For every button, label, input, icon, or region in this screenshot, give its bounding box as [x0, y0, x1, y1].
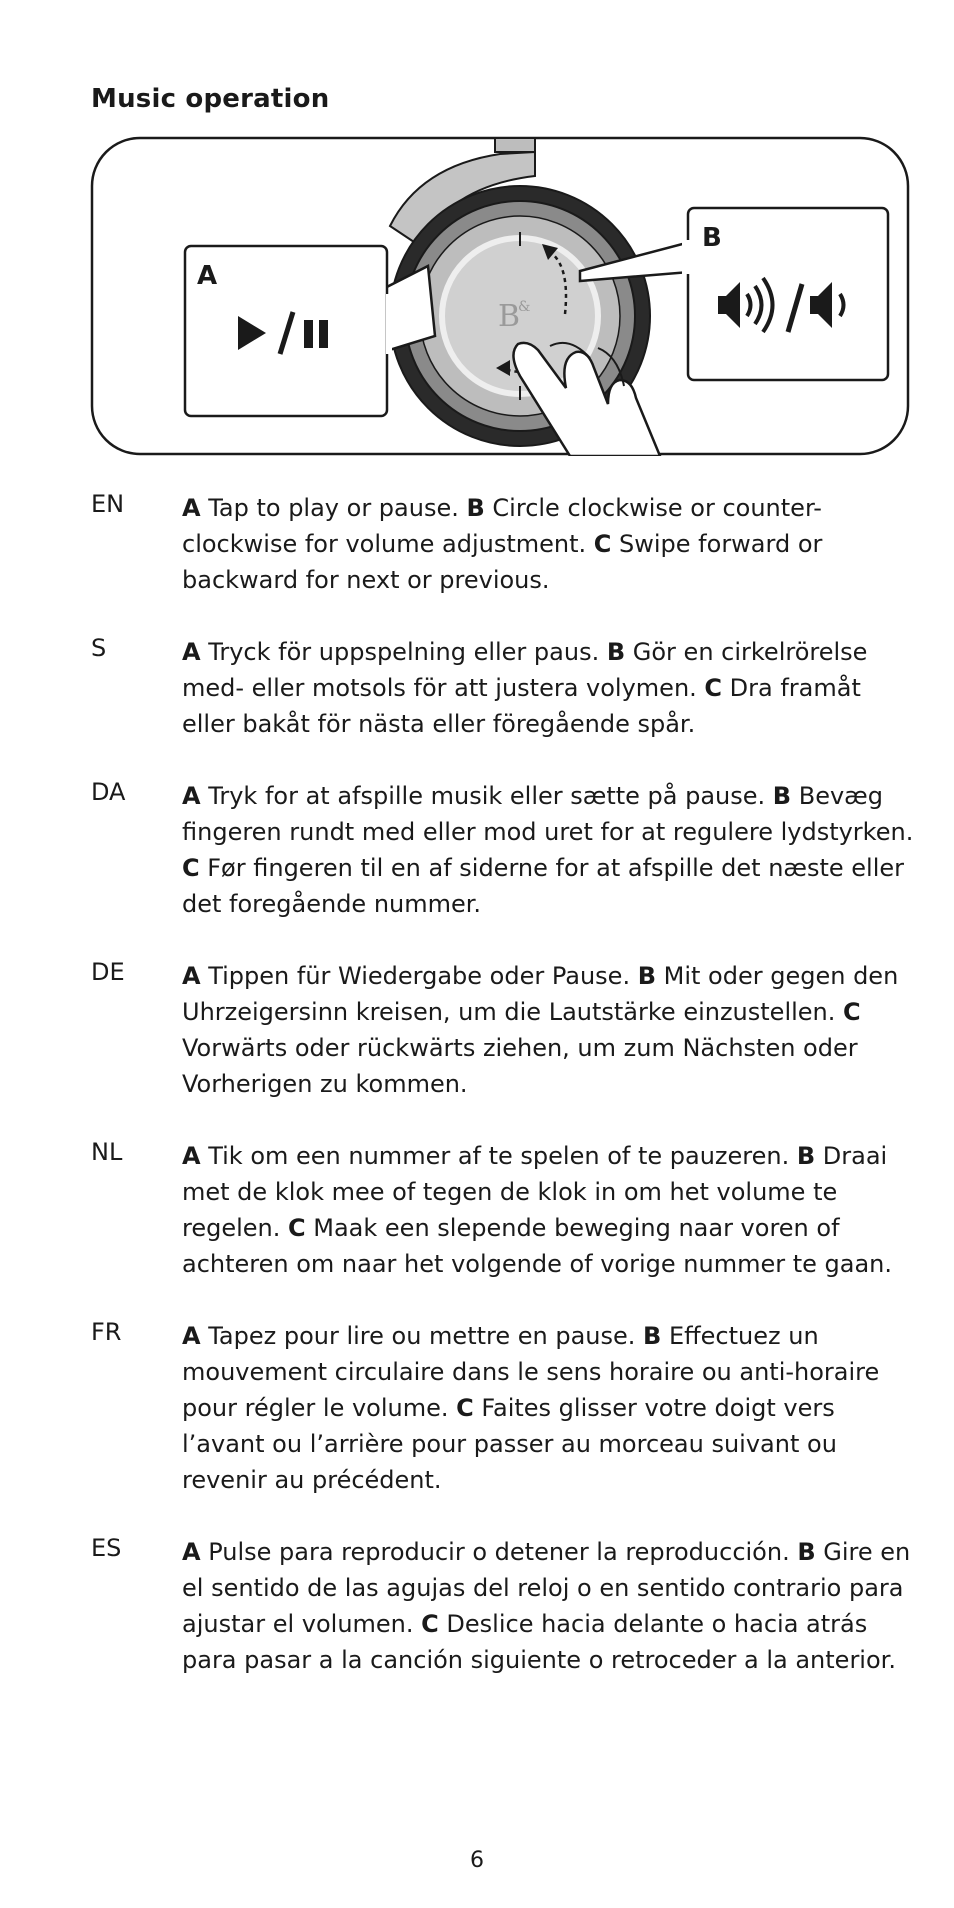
marker-b: B [606, 638, 626, 666]
headphone-diagram [90, 136, 910, 456]
language-code: DA [91, 778, 126, 806]
instruction-text: A Tryk for at afspille musik eller sætte på pause. B Bevæg fingeren rundt med eller mod uret for at regulere lydstyrken. C Før fingeren til en af siderne for at afspille det næste eller det foregående nummer. [182, 782, 914, 918]
instruction-text: A Pulse para reproducir o detener la reproducción. B Gire en el sentido de las agujas del reloj o en sentido contrario para ajustar el volumen. C Deslice hacia delante o hacia atrás para pasar a la canción siguiente o retroceder a la anterior. [182, 1538, 911, 1674]
headband-top [495, 138, 535, 152]
language-code: FR [91, 1318, 122, 1346]
marker-c: C [843, 998, 861, 1026]
callout-a-label: A [197, 261, 218, 291]
marker-a: A [182, 782, 201, 810]
marker-c: C [421, 1610, 439, 1638]
page-number: 6 [470, 1848, 484, 1873]
callout-b-join [682, 240, 690, 274]
marker-a: A [182, 1142, 201, 1170]
marker-c: C [593, 530, 612, 558]
marker-a: A [182, 1322, 201, 1350]
marker-b: B [466, 494, 485, 522]
language-code: DE [91, 958, 125, 986]
language-code: EN [91, 490, 125, 518]
marker-b: B [772, 782, 792, 810]
instruction-text: A Tap to play or pause. B Circle clockwise or counter-clockwise for volume adjustment. C Swipe forward or backward for next or previous. [182, 494, 823, 594]
marker-c: C [456, 1394, 474, 1422]
instruction-text: A Tryck för uppspelning eller paus. B Gör en cirkelrörelse med- eller motsols för att justera volymen. C Dra framåt eller bakåt för nästa eller föregående spår. [182, 638, 868, 738]
language-code: S [91, 634, 107, 662]
marker-b: B [797, 1538, 816, 1566]
instruction-text: A Tippen für Wiedergabe oder Pause. B Mit oder gegen den Uhrzeigersinn kreisen, um die Lautstärke einzustellen. C Vorwärts oder rückwärts ziehen, um zum Nächsten oder Vorherigen zu kommen. [182, 962, 899, 1098]
marker-c: C [704, 674, 723, 702]
language-code: NL [91, 1138, 123, 1166]
instruction-text: A Tapez pour lire ou mettre en pause. B Effectuez un mouvement circulaire dans le sens horaire ou anti-horaire pour régler le volume. C Faites glisser votre doigt vers l’avant ou l’arrière pour passer au morceau suivant ou revenir au précédent. [182, 1322, 880, 1494]
marker-a: A [182, 494, 201, 522]
marker-b: B [796, 1142, 816, 1170]
bo-logo: B [498, 299, 521, 334]
music-operation-illustration [90, 136, 910, 456]
marker-b: B [637, 962, 656, 990]
instruction-text: A Tik om een nummer af te spelen of te pauzeren. B Draai met de klok mee of tegen de klok in om het volume te regelen. C Maak een slepende beweging naar voren of achteren om naar het volgende of vorige nummer te gaan. [182, 1142, 893, 1278]
marker-c: C [182, 854, 200, 882]
language-code: ES [91, 1534, 122, 1562]
marker-b: B [643, 1322, 662, 1350]
callout-b-label: B [702, 223, 722, 253]
callout-a-join [386, 294, 392, 354]
marker-a: A [182, 962, 201, 990]
page-title: Music operation [91, 84, 330, 114]
marker-a: A [182, 1538, 201, 1566]
marker-c: C [288, 1214, 306, 1242]
marker-a: A [182, 638, 201, 666]
bo-logo-amp: & [518, 299, 531, 315]
